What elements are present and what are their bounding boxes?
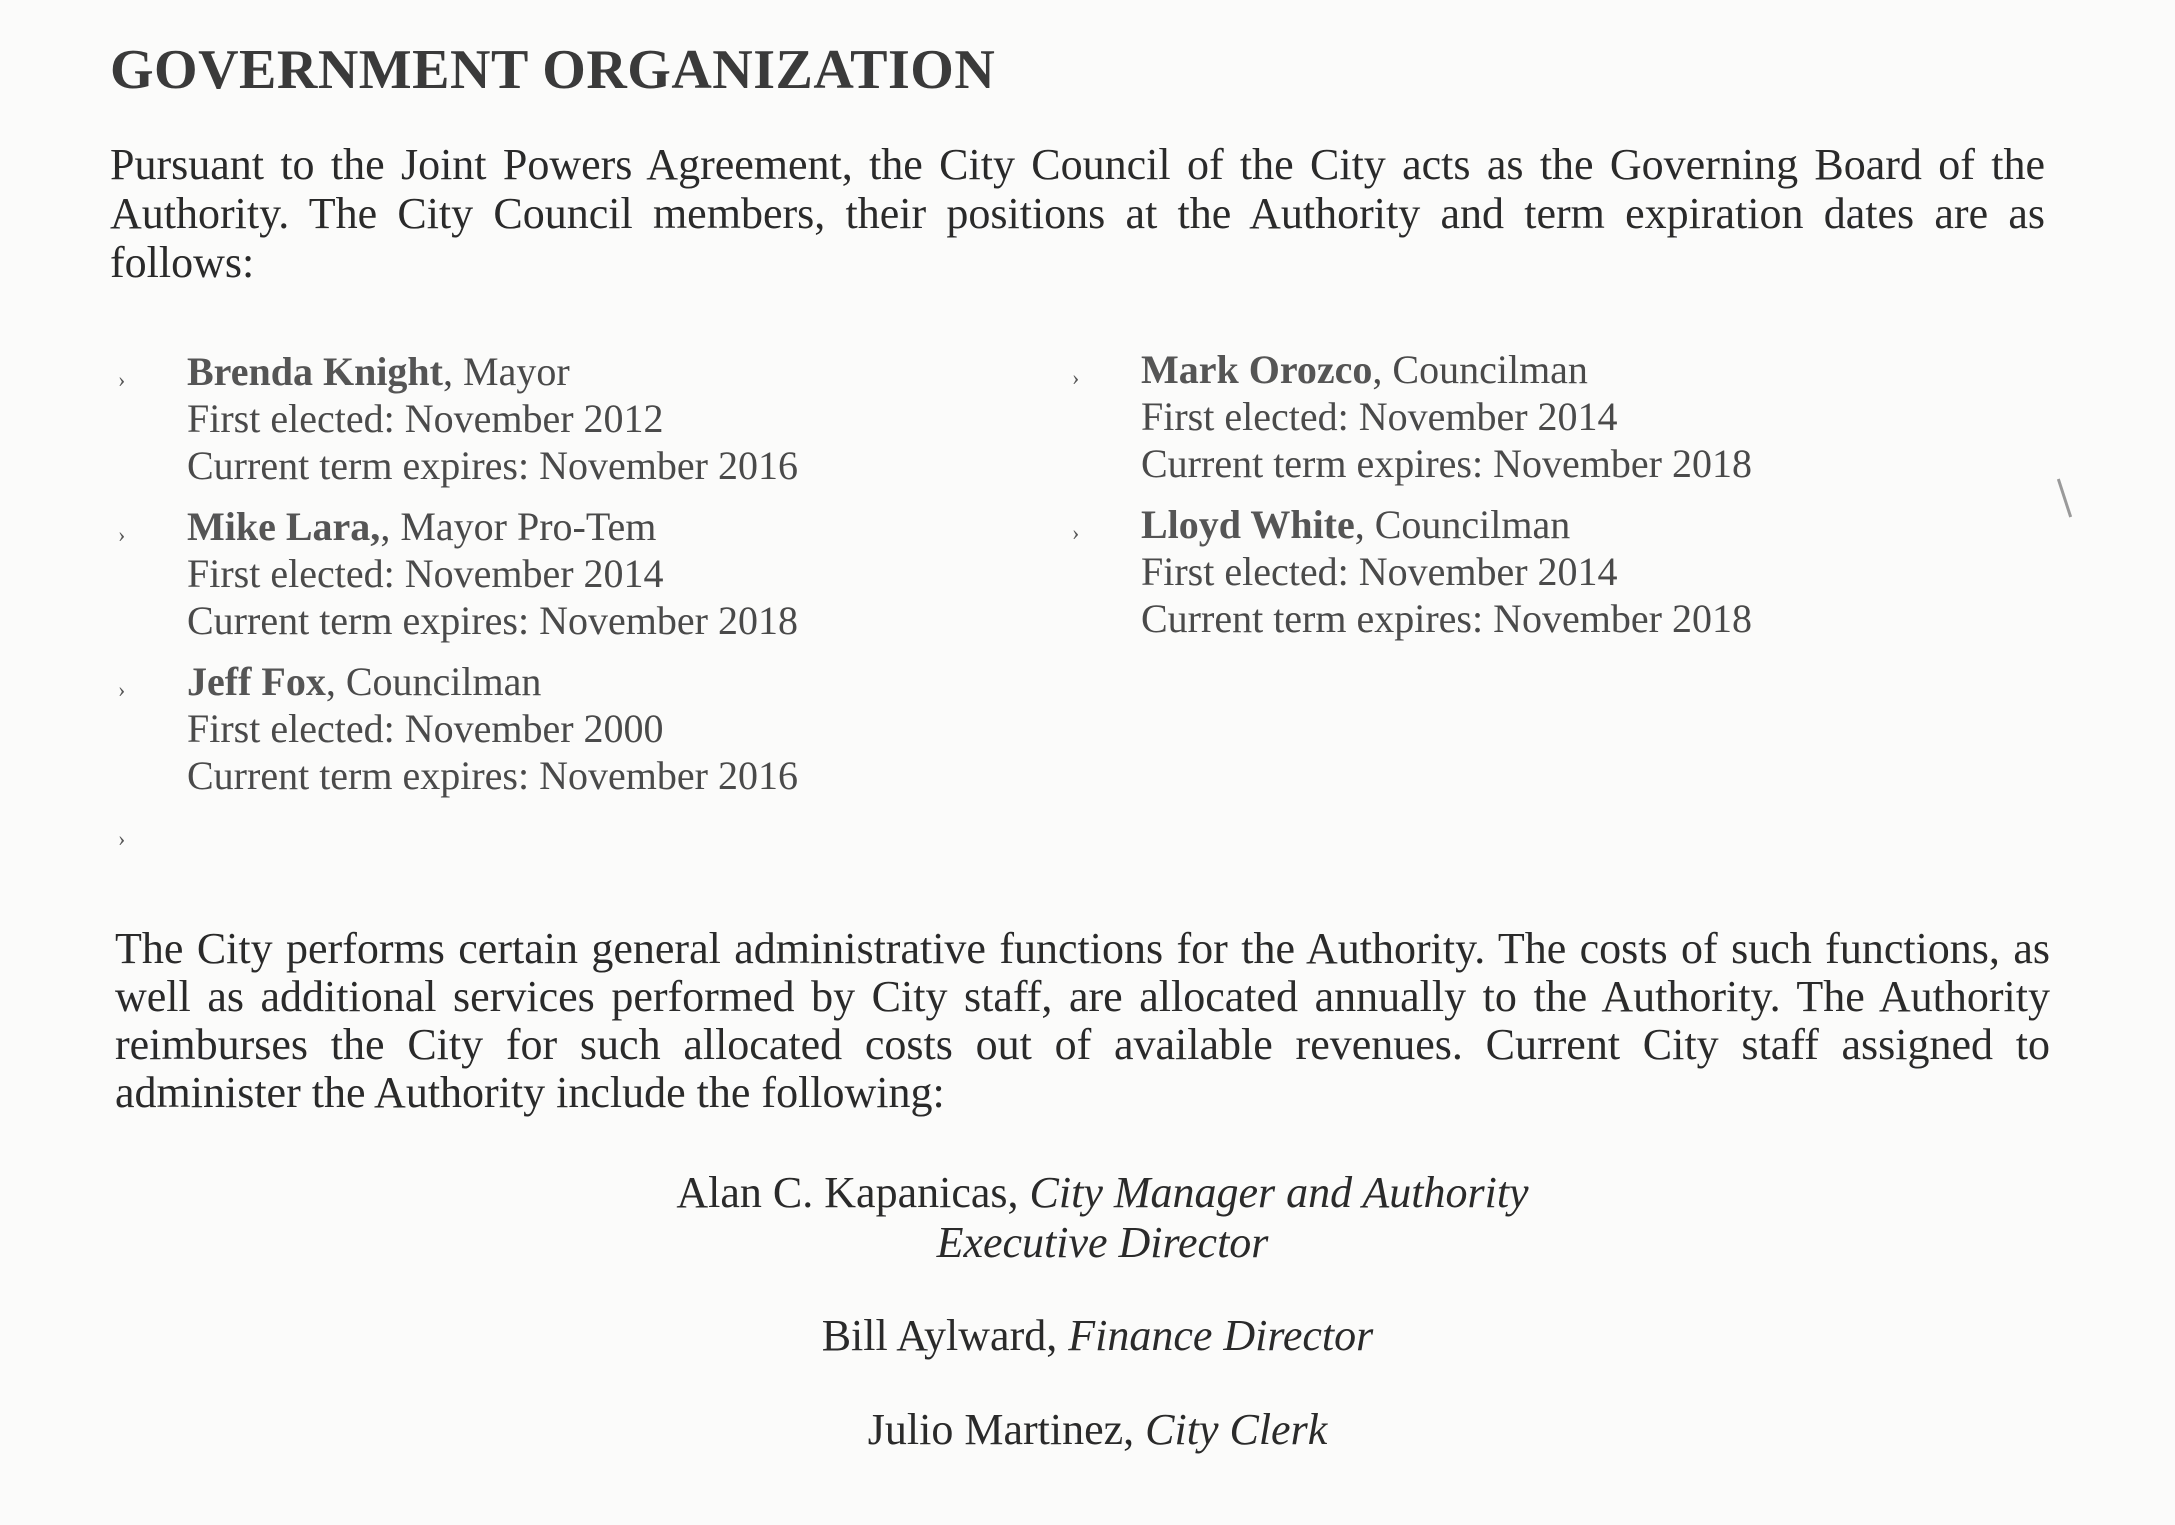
bullet-icon: › bbox=[118, 367, 126, 392]
member-heading-line bbox=[1141, 501, 1972, 548]
member-position: , Mayor bbox=[443, 349, 570, 394]
member-first-elected: First elected: November 2014 bbox=[1141, 549, 1618, 594]
member-position: , Councilman bbox=[1354, 502, 1571, 547]
member-entry bbox=[118, 658, 1018, 799]
bullet-icon: › bbox=[118, 677, 126, 702]
member-entry bbox=[118, 503, 1018, 644]
empty-bullet-icon: › bbox=[118, 826, 126, 851]
staff-title: City Manager and Authority bbox=[1029, 1168, 1529, 1217]
member-name: Mark Orozco bbox=[1141, 347, 1373, 392]
member-entry bbox=[1072, 501, 1972, 642]
bullet-icon: › bbox=[1072, 520, 1080, 545]
member-position: , Mayor Pro-Tem bbox=[380, 504, 657, 549]
member-heading-line bbox=[187, 348, 1018, 395]
staff-title: City Clerk bbox=[1145, 1405, 1328, 1454]
member-first-elected: First elected: November 2014 bbox=[1141, 394, 1618, 439]
staff-entry bbox=[10, 1405, 2175, 1455]
staff-intro-paragraph: The City performs certain general administrative functions for the Authority. The costs of such functions, as well as additional services performed by City staff, are allocated annually to the Authority. The Authority reimburses the City for such allocated costs out of available revenues. Current City staff assigned to administer the Authority include the following: bbox=[115, 924, 2050, 1117]
member-term-expires: Current term expires: November 2016 bbox=[187, 753, 798, 798]
member-heading-line bbox=[187, 658, 1018, 705]
member-term-expires: Current term expires: November 2018 bbox=[1141, 596, 1752, 641]
member-name: Brenda Knight bbox=[187, 349, 443, 394]
member-first-elected: First elected: November 2012 bbox=[187, 396, 664, 441]
staff-entry bbox=[10, 1311, 2175, 1361]
staff-name: Alan C. Kapanicas, bbox=[676, 1168, 1019, 1217]
staff-name: Julio Martinez, bbox=[867, 1405, 1135, 1454]
member-name: Mike Lara, bbox=[187, 504, 381, 549]
bullet-icon: › bbox=[118, 522, 126, 547]
staff-name: Bill Aylward, bbox=[821, 1311, 1058, 1360]
member-term-expires: Current term expires: November 2018 bbox=[187, 598, 798, 643]
scan-artifact-mark bbox=[2057, 479, 2072, 518]
members-right-column bbox=[1072, 346, 1972, 656]
members-left-column bbox=[118, 348, 1018, 813]
member-first-elected: First elected: November 2014 bbox=[187, 551, 664, 596]
member-name: Lloyd White bbox=[1141, 502, 1355, 547]
intro-paragraph: Pursuant to the Joint Powers Agreement, the City Council of the City acts as the Governing Board of the Authority. The City Council members, their positions at the Authority and term expiration dates are as follows: bbox=[110, 140, 2045, 287]
member-heading-line bbox=[1141, 346, 1972, 393]
staff-title: Finance Director bbox=[1068, 1311, 1374, 1360]
staff-line bbox=[15, 1218, 2175, 1268]
member-first-elected: First elected: November 2000 bbox=[187, 706, 664, 751]
staff-entry bbox=[15, 1168, 2175, 1268]
member-position: , Councilman bbox=[325, 659, 542, 704]
member-name: Jeff Fox bbox=[187, 659, 326, 704]
staff-line bbox=[15, 1168, 2175, 1218]
staff-title-continued: Executive Director bbox=[936, 1218, 1269, 1267]
member-term-expires: Current term expires: November 2016 bbox=[187, 443, 798, 488]
member-heading-line bbox=[187, 503, 1018, 550]
bullet-icon: › bbox=[1072, 365, 1080, 390]
member-entry bbox=[118, 348, 1018, 489]
member-entry bbox=[1072, 346, 1972, 487]
member-position: , Councilman bbox=[1372, 347, 1588, 392]
page-title: GOVERNMENT ORGANIZATION bbox=[110, 39, 996, 101]
member-term-expires: Current term expires: November 2018 bbox=[1141, 441, 1752, 486]
